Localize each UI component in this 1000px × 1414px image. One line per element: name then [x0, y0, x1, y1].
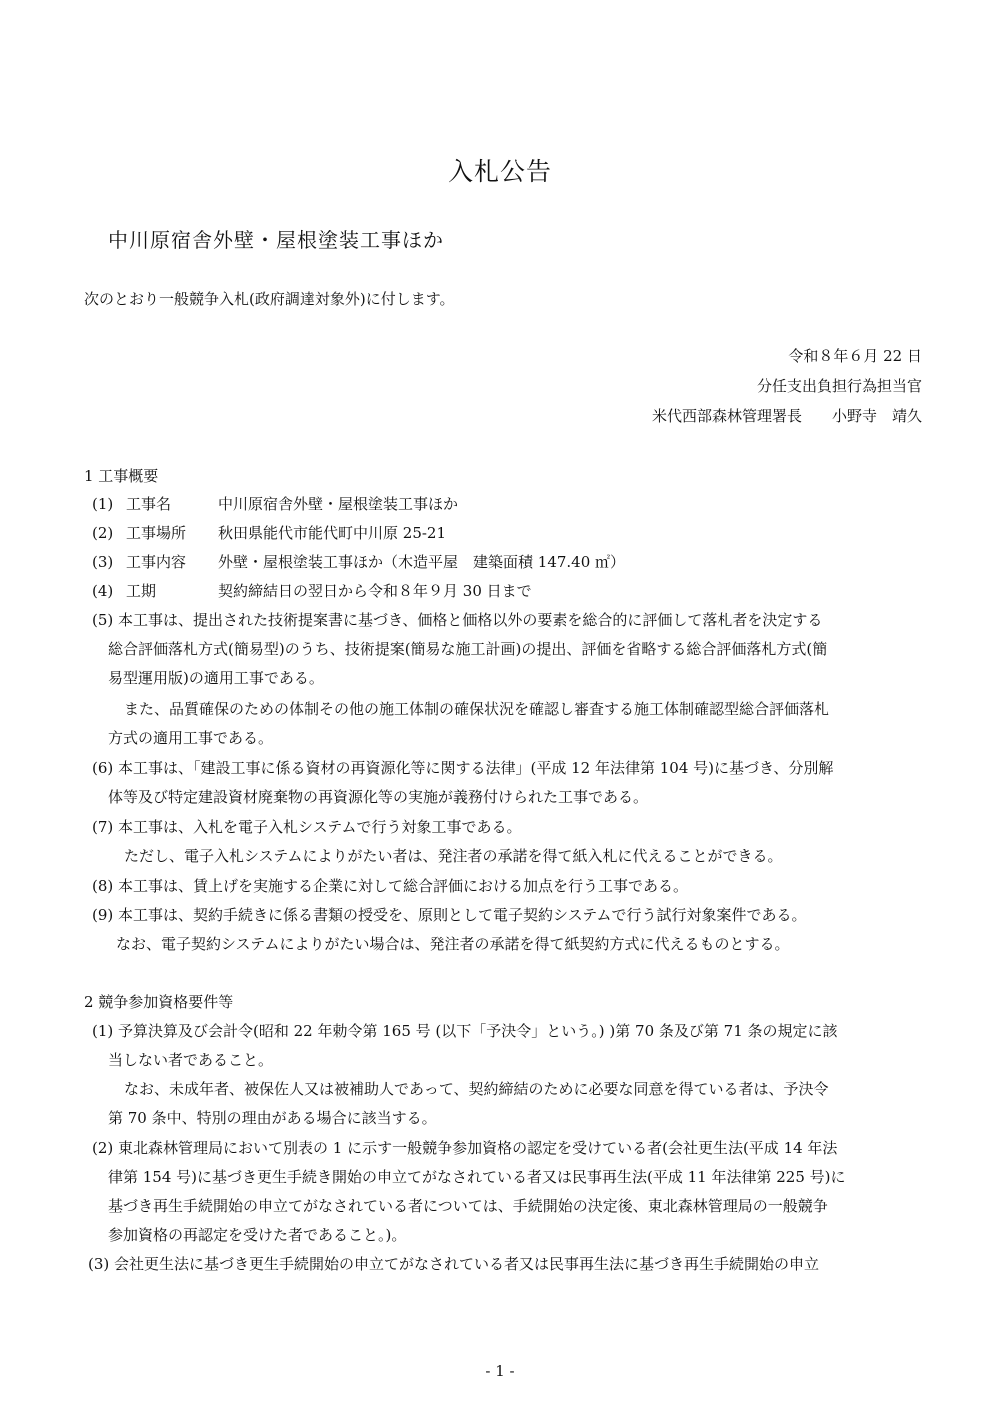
paragraph-line: (1) 予算決算及び会計令(昭和 22 年勅令第 165 号 (以下「予決令」という。) )第 70 条及び第 71 条の規定に該: [92, 1022, 838, 1040]
item-value: 中川原宿舎外壁・屋根塗装工事ほか: [218, 495, 459, 513]
item-label: 工事名: [126, 495, 172, 513]
paragraph-line: (2) 東北森林管理局において別表の 1 に示す一般競争参加資格の認定を受けている者(会社更生法(平成 14 年法: [92, 1139, 838, 1157]
item-label: 工事内容: [126, 553, 187, 571]
section-heading: 2 競争参加資格要件等: [84, 993, 234, 1011]
paragraph-line: (3) 会社更生法に基づき更生手続開始の申立てがなされている者又は民事再生法に基づき再生手続開始の申立: [88, 1255, 820, 1273]
item-number: (2): [92, 524, 114, 542]
list-item: [92, 552, 625, 572]
page-title: 入札公告: [447, 157, 552, 186]
paragraph-line: ただし、電子入札システムによりがたい者は、発注者の承諾を得て紙入札に代えることができる。: [124, 847, 783, 865]
paragraph-line: 体等及び特定建設資材廃棄物の再資源化等の実施が義務付けられた工事である。: [108, 788, 649, 806]
paragraph-line: (5) 本工事は、提出された技術提案書に基づき、価格と価格以外の要素を総合的に評価して落札者を決定する: [92, 611, 823, 629]
item-value: 契約締結日の翌日から令和８年９月 30 日まで: [218, 582, 532, 600]
list-item: [92, 523, 446, 543]
issuer-role: 分任支出負担行為担当官: [756, 377, 922, 395]
paragraph-line: (6) 本工事は、「建設工事に係る資材の再資源化等に関する法律」(平成 12 年法律第 104 号)に基づき、分別解: [92, 759, 834, 777]
paragraph-line: 基づき再生手続開始の申立てがなされている者については、手続開始の決定後、東北森林管理局の一般競争: [108, 1197, 828, 1215]
list-item: [92, 494, 458, 514]
page-number: - 1 -: [485, 1362, 515, 1380]
paragraph-line: なお、未成年者、被保佐人又は被補助人であって、契約締結のために必要な同意を得ている者は、予決令: [124, 1080, 829, 1098]
paragraph-line: なお、電子契約システムによりがたい場合は、発注者の承諾を得て紙契約方式に代えるものとする。: [116, 935, 790, 953]
paragraph-line: (8) 本工事は、賃上げを実施する企業に対して総合評価における加点を行う工事である。: [92, 877, 689, 895]
project-title: 中川原宿舎外壁・屋根塗装工事ほか: [108, 228, 444, 252]
item-label: 工期: [126, 582, 157, 600]
intro-text: 次のとおり一般競争入札(政府調達対象外)に付します。: [84, 290, 455, 308]
item-label: 工事場所: [126, 524, 187, 542]
issue-date: 令和８年６月 22 日: [788, 347, 922, 365]
list-item: [92, 581, 532, 601]
item-number: (1): [92, 495, 114, 513]
paragraph-line: 総合評価落札方式(簡易型)のうち、技術提案(簡易な施工計画)の提出、評価を省略する総合評価落札方式(簡: [108, 640, 828, 658]
paragraph-line: 第 70 条中、特別の理由がある場合に該当する。: [108, 1109, 437, 1127]
paragraph-line: 当しない者であること。: [108, 1051, 274, 1069]
paragraph-line: (7) 本工事は、入札を電子入札システムで行う対象工事である。: [92, 818, 522, 836]
item-number: (4): [92, 582, 114, 600]
paragraph-line: 方式の適用工事である。: [108, 729, 274, 747]
paragraph-line: また、品質確保のための体制その他の施工体制の確保状況を確認し審査する施工体制確認型総合評価落札: [124, 700, 830, 718]
item-value: 秋田県能代市能代町中川原 25-21: [218, 524, 447, 542]
paragraph-line: 律第 154 号)に基づき更生手続き開始の申立てがなされている者又は民事再生法(平成 11 年法律第 225 号)に: [108, 1168, 846, 1186]
item-number: (3): [92, 553, 114, 571]
paragraph-line: (9) 本工事は、契約手続きに係る書類の授受を、原則として電子契約システムで行う試行対象案件である。: [92, 906, 807, 924]
paragraph-line: 易型運用版)の適用工事である。: [108, 669, 324, 687]
item-value: 外壁・屋根塗装工事ほか（木造平屋 建築面積 147.40 ㎡）: [218, 553, 626, 571]
section-heading: 1 工事概要: [84, 467, 159, 485]
issuer-name: 米代西部森林管理署長 小野寺 靖久: [651, 407, 922, 425]
paragraph-line: 参加資格の再認定を受けた者であること。)。: [108, 1226, 407, 1244]
